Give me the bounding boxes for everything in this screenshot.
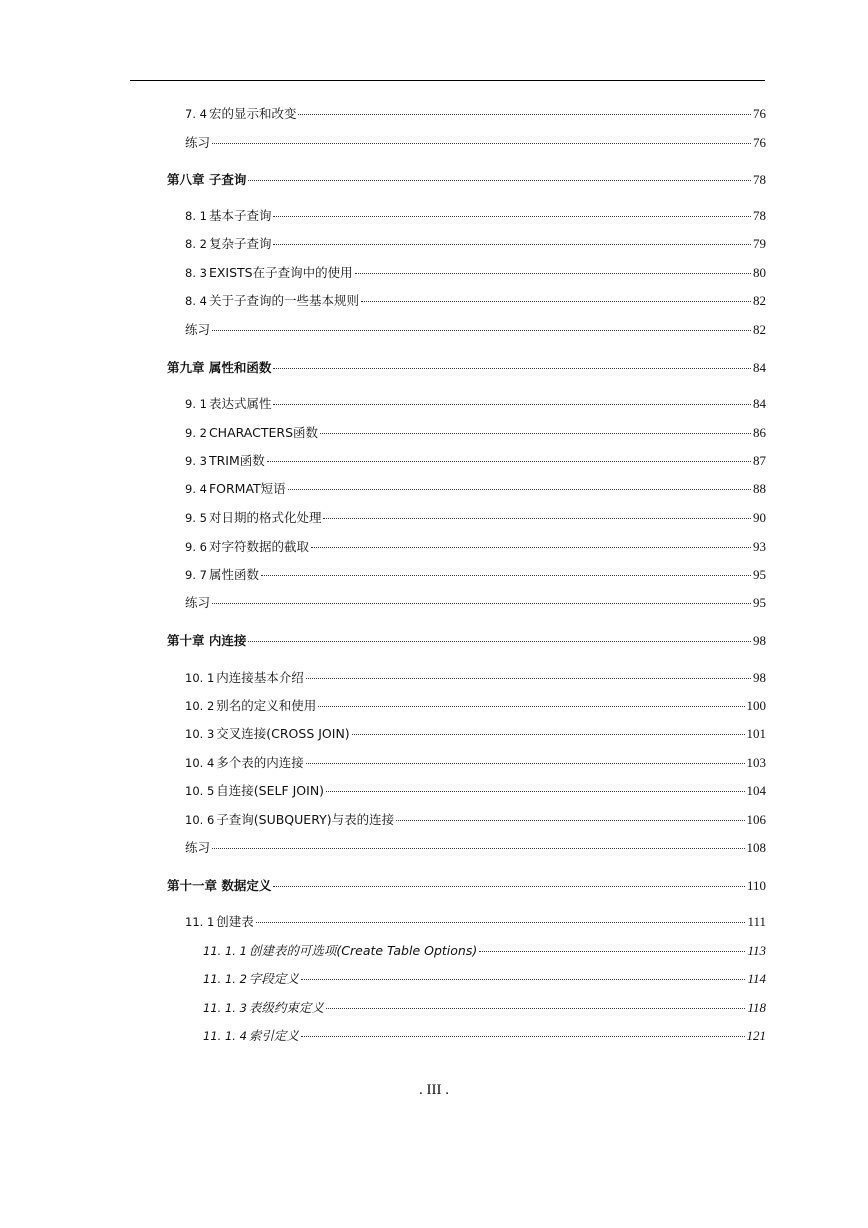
toc-entry-page: 78 <box>753 208 766 223</box>
toc-entry-title: 对字符数据的截取 <box>208 539 309 554</box>
toc-dot-leader <box>273 886 745 887</box>
toc-entry-title: 子查询(SUBQUERY)与表的连接 <box>216 812 395 827</box>
toc-entry-page: 79 <box>753 236 766 251</box>
toc-dot-leader <box>320 433 751 434</box>
toc-entry-page: 114 <box>747 971 766 986</box>
toc-section-entry <box>185 753 766 773</box>
toc-entry-title: 自连接(SELF JOIN) <box>216 783 325 798</box>
toc-dot-leader <box>267 461 751 462</box>
toc-dot-leader <box>273 368 751 369</box>
toc-section-entry <box>185 479 766 499</box>
toc-entry-number: 9. 4 <box>185 482 207 496</box>
toc-entry-page: 86 <box>753 425 766 440</box>
toc-chapter-entry <box>167 358 766 378</box>
toc-entry-title: 字段定义 <box>248 971 299 986</box>
toc-entry-page: 76 <box>753 135 766 150</box>
toc-section-entry <box>185 133 766 153</box>
toc-dot-leader <box>479 951 745 952</box>
toc-entry-page: 101 <box>746 726 766 741</box>
toc-dot-leader <box>273 216 751 217</box>
toc-entry-title: 属性函数 <box>208 567 259 582</box>
toc-dot-leader <box>212 848 744 849</box>
toc-entry-number: 9. 5 <box>185 511 207 525</box>
toc-section-entry <box>185 451 766 471</box>
toc-section-entry <box>185 394 766 414</box>
toc-entry-title: 第九章 属性和函数 <box>167 360 272 375</box>
toc-subsection-entry <box>203 941 766 961</box>
toc-entry-number: 11. 1. 4 <box>203 1029 247 1043</box>
toc-dot-leader <box>248 180 751 181</box>
toc-dot-leader <box>326 1008 746 1009</box>
toc-dot-leader <box>352 734 745 735</box>
toc-entry-number: 11. 1 <box>185 915 215 929</box>
toc-entry-page: 76 <box>753 106 766 121</box>
toc-entry-title: CHARACTERS函数 <box>208 425 319 440</box>
toc-dot-leader <box>301 1036 745 1037</box>
toc-section-entry <box>185 537 766 557</box>
toc-dot-leader <box>248 641 751 642</box>
toc-dot-leader <box>355 273 751 274</box>
toc-section-entry <box>185 810 766 830</box>
toc-entry-number: 9. 3 <box>185 454 207 468</box>
toc-entry-page: 82 <box>753 293 766 308</box>
toc-entry-title: 第十一章 数据定义 <box>167 878 272 893</box>
toc-entry-page: 113 <box>747 943 766 958</box>
toc-entry-number: 10. 3 <box>185 727 215 741</box>
toc-entry-number: 10. 2 <box>185 699 215 713</box>
toc-entry-page: 103 <box>746 755 766 770</box>
toc-entry-number: 9. 2 <box>185 426 207 440</box>
toc-dot-leader <box>361 301 751 302</box>
toc-entry-number: 11. 1. 3 <box>203 1001 247 1015</box>
toc-dot-leader <box>273 244 751 245</box>
toc-entry-title: 多个表的内连接 <box>216 755 304 770</box>
toc-section-entry <box>185 206 766 226</box>
toc-entry-title: EXISTS在子查询中的使用 <box>208 265 353 280</box>
toc-entry-title: 对日期的格式化处理 <box>208 510 322 525</box>
toc-section-entry <box>185 724 766 744</box>
toc-dot-leader <box>318 706 744 707</box>
toc-dot-leader <box>298 114 751 115</box>
toc-dot-leader <box>326 791 744 792</box>
toc-section-entry <box>185 104 766 124</box>
toc-entry-number: 9. 1 <box>185 397 207 411</box>
toc-entry-number: 11. 1. 2 <box>203 972 247 986</box>
toc-entry-page: 80 <box>753 265 766 280</box>
toc-entry-page: 93 <box>753 539 766 554</box>
toc-entry-number: 8. 1 <box>185 209 207 223</box>
toc-entry-title: 别名的定义和使用 <box>216 698 317 713</box>
toc-entry-page: 84 <box>753 360 766 375</box>
toc-entry-page: 90 <box>753 510 766 525</box>
toc-entry-page: 84 <box>753 396 766 411</box>
toc-section-entry <box>185 781 766 801</box>
toc-entry-page: 95 <box>753 567 766 582</box>
toc-entry-title: FORMAT短语 <box>208 481 286 496</box>
toc-dot-leader <box>273 404 751 405</box>
toc-entry-page: 88 <box>753 481 766 496</box>
toc-dot-leader <box>212 330 751 331</box>
toc-entry-title: 练习 <box>185 840 211 855</box>
toc-entry-title: 宏的显示和改变 <box>208 106 297 121</box>
toc-entry-title: 创建表 <box>216 914 254 929</box>
toc-entry-page: 87 <box>753 453 766 468</box>
toc-section-entry <box>185 912 766 932</box>
toc-entry-page: 78 <box>753 172 766 187</box>
toc-entry-number: 10. 6 <box>185 813 215 827</box>
toc-entry-page: 98 <box>753 633 766 648</box>
toc-chapter-entry <box>167 631 766 651</box>
toc-section-entry <box>185 668 766 688</box>
toc-entry-number: 9. 6 <box>185 540 207 554</box>
toc-section-entry <box>185 593 766 613</box>
toc-entry-title: 创建表的可选项(Create Table Options) <box>248 943 478 958</box>
toc-section-entry <box>185 320 766 340</box>
toc-dot-leader <box>288 489 751 490</box>
toc-entry-page: 110 <box>746 878 766 893</box>
toc-entry-title: TRIM函数 <box>208 453 265 468</box>
toc-entry-page: 111 <box>747 914 766 929</box>
toc-dot-leader <box>396 820 744 821</box>
toc-entry-page: 121 <box>746 1028 766 1043</box>
toc-dot-leader <box>212 143 751 144</box>
toc-entry-title: 表达式属性 <box>208 396 272 411</box>
toc-entry-page: 108 <box>746 840 766 855</box>
toc-dot-leader <box>261 575 751 576</box>
toc-entry-title: 练习 <box>185 322 211 337</box>
toc-section-entry <box>185 508 766 528</box>
toc-entry-number: 10. 4 <box>185 756 215 770</box>
toc-entry-title: 第十章 内连接 <box>167 633 247 648</box>
toc-entry-title: 索引定义 <box>248 1028 299 1043</box>
toc-chapter-entry <box>167 876 766 896</box>
toc-entry-title: 练习 <box>185 135 211 150</box>
toc-entry-title: 第八章 子查询 <box>167 172 247 187</box>
toc-entry-number: 10. 1 <box>185 671 215 685</box>
toc-entry-title: 内连接基本介绍 <box>216 670 304 685</box>
toc-entry-number: 9. 7 <box>185 568 207 582</box>
toc-section-entry <box>185 234 766 254</box>
toc-entry-page: 100 <box>746 698 766 713</box>
toc-chapter-entry <box>167 170 766 190</box>
toc-subsection-entry <box>203 969 766 989</box>
toc-dot-leader <box>212 603 751 604</box>
toc-section-entry <box>185 565 766 585</box>
toc-dot-leader <box>323 518 751 519</box>
toc-entry-number: 8. 3 <box>185 266 207 280</box>
page-number-footer: . III . <box>419 1082 449 1098</box>
toc-entry-page: 82 <box>753 322 766 337</box>
toc-entry-number: 8. 2 <box>185 237 207 251</box>
toc-entry-title: 基本子查询 <box>208 208 272 223</box>
toc-entry-number: 10. 5 <box>185 784 215 798</box>
toc-section-entry <box>185 423 766 443</box>
toc-entry-page: 106 <box>746 812 766 827</box>
toc-entry-title: 交叉连接(CROSS JOIN) <box>216 726 350 741</box>
toc-entry-number: 8. 4 <box>185 294 207 308</box>
toc-dot-leader <box>306 763 745 764</box>
toc-entry-number: 11. 1. 1 <box>203 944 247 958</box>
toc-entry-page: 95 <box>753 595 766 610</box>
toc-dot-leader <box>306 678 751 679</box>
toc-entry-title: 表级约束定义 <box>248 1000 324 1015</box>
toc-dot-leader <box>311 547 751 548</box>
toc-entry-page: 104 <box>746 783 766 798</box>
toc-entry-page: 118 <box>747 1000 766 1015</box>
toc-entry-number: 7. 4 <box>185 107 207 121</box>
toc-entry-page: 98 <box>753 670 766 685</box>
toc-section-entry <box>185 263 766 283</box>
toc-entry-title: 练习 <box>185 595 211 610</box>
toc-section-entry <box>185 696 766 716</box>
toc-dot-leader <box>301 979 746 980</box>
toc-entry-title: 复杂子查询 <box>208 236 272 251</box>
toc-section-entry <box>185 838 766 858</box>
toc-dot-leader <box>256 922 746 923</box>
toc-subsection-entry <box>203 1026 766 1046</box>
toc-subsection-entry <box>203 998 766 1018</box>
toc-entry-title: 关于子查询的一些基本规则 <box>208 293 359 308</box>
toc-section-entry <box>185 291 766 311</box>
